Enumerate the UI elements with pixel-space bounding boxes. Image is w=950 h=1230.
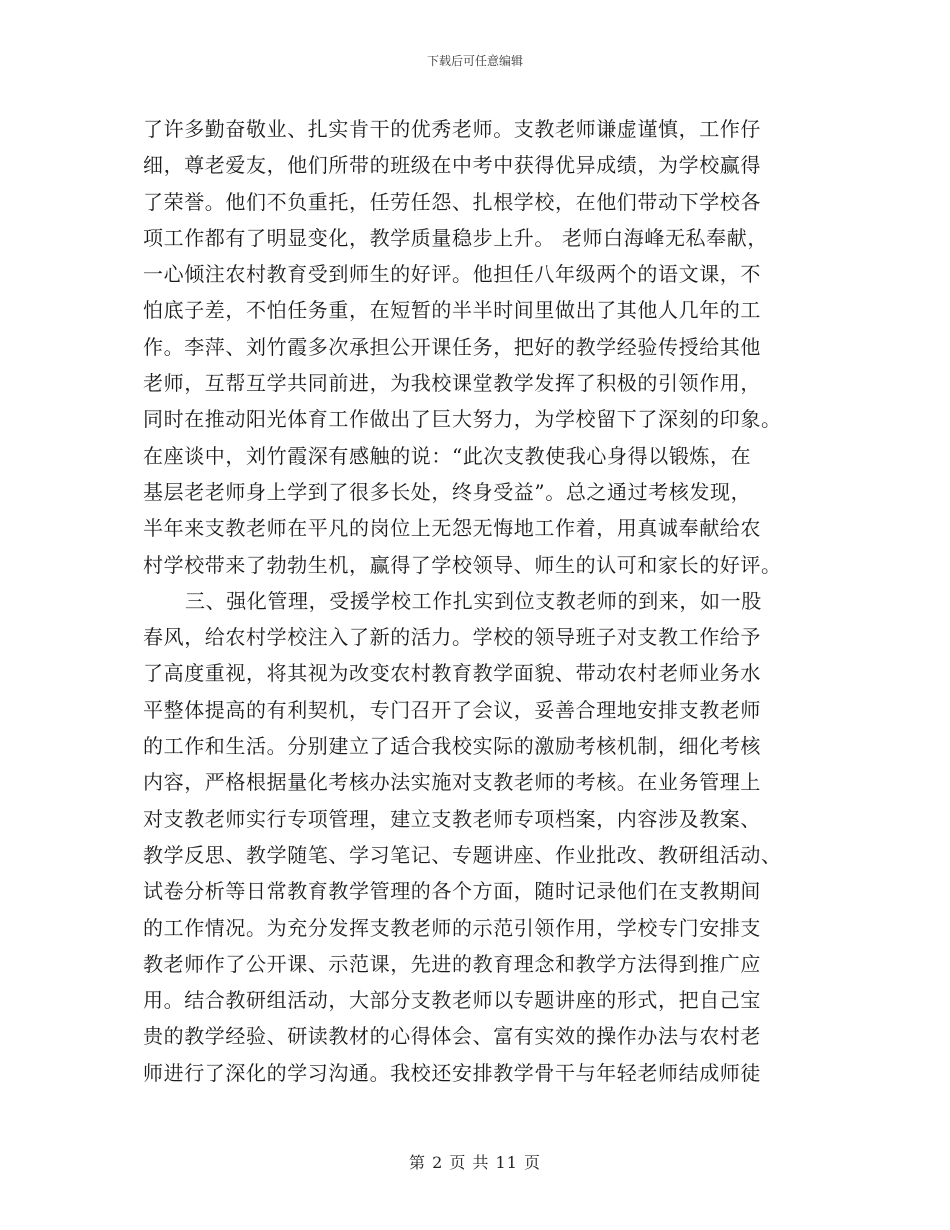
page-number-footer: 第 2 页 共 11 页 — [409, 1153, 541, 1172]
text-line: 贵的教学经验、研读教材的心得体会、富有实效的操作办法与农村老 — [143, 1024, 761, 1049]
section-heading-line: 三、强化管理，受援学校工作扎实到位支教老师的到来，如一股 — [185, 588, 762, 613]
text-line: 作。李萍、刘竹霞多次承担公开课任务，把好的教学经验传授给其他 — [143, 334, 761, 359]
text-line: 用。结合教研组活动，大部分支教老师以专题讲座的形式，把自己宝 — [143, 988, 761, 1013]
page-header: 下载后可任意编辑 — [426, 54, 523, 68]
text-line: 项工作都有了明显变化，教学质量稳步上升。 老师白海峰无私奉献， — [143, 225, 768, 250]
text-line: 教老师作了公开课、示范课，先进的教育理念和教学方法得到推广应 — [143, 951, 761, 976]
text-line: 内容，严格根据量化考核办法实施对支教老师的考核。在业务管理上 — [143, 770, 761, 795]
text-line: 对支教老师实行专项管理，建立支教老师专项档案，内容涉及教案、 — [143, 806, 761, 831]
text-line: 试卷分析等日常教育教学管理的各个方面，随时记录他们在支教期间 — [143, 879, 761, 904]
text-line: 的工作情况。为充分发挥支教老师的示范引领作用，学校专门安排支 — [143, 915, 761, 940]
text-line: 半年来支教老师在平凡的岗位上无怨无悔地工作着，用真诚奉献给农 — [143, 516, 761, 541]
text-line: 了荣誉。他们不负重托，任劳任怨、扎根学校，在他们带动下学校各 — [143, 189, 761, 214]
text-line: 教学反思、教学随笔、学习笔记、专题讲座、作业批改、教研组活动、 — [143, 842, 782, 867]
text-line: 师进行了深化的学习沟通。我校还安排教学骨干与年轻老师结成师徒 — [143, 1060, 761, 1085]
text-line: 了许多勤奋敬业、扎实肯干的优秀老师。支教老师谦虚谨慎，工作仔 — [143, 117, 761, 141]
text-line: 基层老老师身上学到了很多长处，终身受益”。总之通过考核发现， — [143, 479, 752, 504]
document-body — [143, 111, 807, 1091]
text-line: 同时在推动阳光体育工作做出了巨大努力，为学校留下了深刻的印象。 — [143, 407, 782, 432]
text-line: 平整体提高的有利契机，专门召开了会议，妥善合理地安排支教老师 — [143, 697, 761, 722]
text-line: 在座谈中，刘竹霞深有感触的说：“此次支教使我心身得以锻炼，在 — [143, 443, 752, 468]
text-line: 老师，互帮互学共同前进，为我校课堂教学发挥了积极的引领作用， — [143, 371, 761, 396]
text-line: 细，尊老爱友，他们所带的班级在中考中获得优异成绩，为学校赢得 — [143, 153, 761, 178]
text-line: 了高度重视，将其视为改变农村教育教学面貌、带动农村老师业务水 — [143, 661, 761, 686]
text-line: 怕底子差，不怕任务重，在短暂的半半时间里做出了其他人几年的工 — [143, 298, 761, 323]
text-line: 的工作和生活。分别建立了适合我校实际的激励考核机制，细化考核 — [143, 734, 761, 759]
text-line: 村学校带来了勃勃生机，赢得了学校领导、师生的认可和家长的好评。 — [143, 552, 782, 577]
text-line: 一心倾注农村教育受到师生的好评。他担任八年级两个的语文课，不 — [143, 262, 761, 287]
text-line: 春风，给农村学校注入了新的活力。学校的领导班子对支教工作给予 — [143, 625, 761, 650]
